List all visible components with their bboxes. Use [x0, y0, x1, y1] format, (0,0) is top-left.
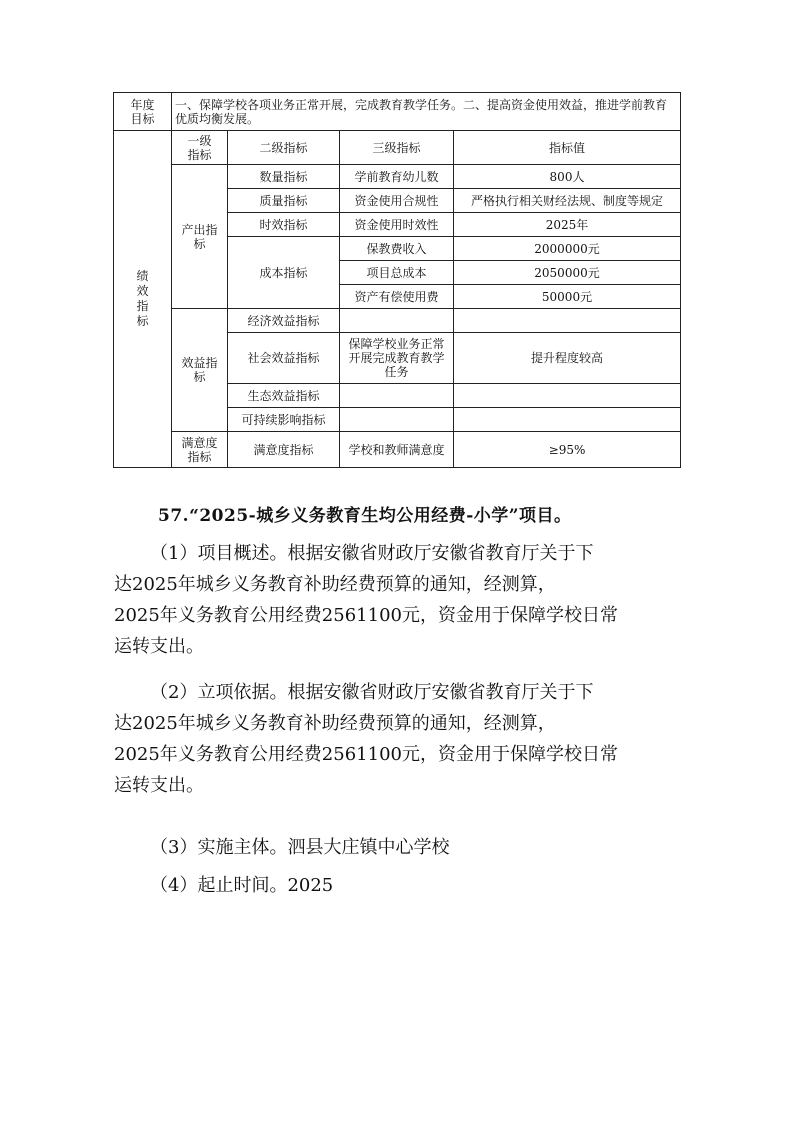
cost-level3: 保教费收入: [340, 237, 454, 261]
quantity-level3: 学前教育幼儿数: [340, 165, 454, 189]
social-level2: 社会效益指标: [228, 333, 340, 384]
header-level2: 二级指标: [228, 131, 340, 165]
ecological-value: [454, 384, 681, 408]
header-level3: 三级指标: [340, 131, 454, 165]
quality-level3: 资金使用合规性: [340, 189, 454, 213]
sustainable-level2: 可持续影响指标: [228, 408, 340, 432]
economic-level2: 经济效益指标: [228, 309, 340, 333]
goal-text: 一、保障学校各项业务正常开展，完成教育教学任务。二、提高资金使用效益，推进学前教育优质均衡发展。: [172, 93, 681, 131]
sustainable-value: [454, 408, 681, 432]
header-row: [114, 131, 681, 165]
benefit-indicator-label: 效益指 标: [172, 309, 228, 432]
table-row: [114, 432, 681, 468]
satisfaction-value: ≥95%: [454, 432, 681, 468]
paragraph-line: 运转支出。: [114, 775, 204, 796]
quantity-value: 800人: [454, 165, 681, 189]
paragraph-basis: [114, 677, 684, 801]
cost-level2: 成本指标: [228, 237, 340, 309]
perf-indicator-label: 绩 效 指 标: [114, 131, 172, 468]
paragraph-line: 运转支出。: [114, 636, 204, 657]
economic-value: [454, 309, 681, 333]
ecological-level2: 生态效益指标: [228, 384, 340, 408]
section-heading: 57.“2025-城乡义务教育生均公用经费-小学”项目。: [158, 506, 572, 526]
sustainable-level3: [340, 408, 454, 432]
satisfaction-level2: 满意度指标: [228, 432, 340, 468]
economic-level3: [340, 309, 454, 333]
output-indicator-label: 产出指 标: [172, 165, 228, 309]
paragraph-line: 达2025年城乡义务教育补助经费预算的通知，经测算，: [114, 574, 556, 595]
satisfaction-level3: 学校和教师满意度: [340, 432, 454, 468]
timeliness-level3: 资金使用时效性: [340, 213, 454, 237]
paragraph-line: 达2025年城乡义务教育补助经费预算的通知，经测算，: [114, 713, 556, 734]
paragraph-line: （2）立项依据。根据安徽省财政厅安徽省教育厅关于下: [150, 682, 594, 703]
table-row: [114, 309, 681, 333]
paragraph-line: （1）项目概述。根据安徽省财政厅安徽省教育厅关于下: [150, 543, 594, 564]
ecological-level3: [340, 384, 454, 408]
timeliness-level2: 时效指标: [228, 213, 340, 237]
cost-level3: 项目总成本: [340, 261, 454, 285]
paragraph-period: （4）起止时间。2025: [150, 875, 334, 896]
header-level1: 一级 指标: [172, 131, 228, 165]
table-row: [114, 165, 681, 189]
social-value: 提升程度较高: [454, 333, 681, 384]
timeliness-value: 2025年: [454, 213, 681, 237]
cost-value: 50000元: [454, 285, 681, 309]
quantity-level2: 数量指标: [228, 165, 340, 189]
cost-value: 2050000元: [454, 261, 681, 285]
paragraph-entity: （3）实施主体。泗县大庄镇中心学校: [150, 837, 450, 858]
goal-label: 年度 目标: [114, 93, 172, 131]
satisfaction-indicator-label: 满意度 指标: [172, 432, 228, 468]
goal-row: [114, 93, 681, 131]
performance-table: [113, 92, 681, 468]
paragraph-line: 2025年义务教育公用经费2561100元，资金用于保障学校日常: [114, 744, 618, 765]
social-level3: 保障学校业务正常 开展完成教育教学 任务: [340, 333, 454, 384]
header-value: 指标值: [454, 131, 681, 165]
paragraph-overview: [114, 538, 684, 662]
paragraph-line: 2025年义务教育公用经费2561100元，资金用于保障学校日常: [114, 605, 618, 626]
cost-value: 2000000元: [454, 237, 681, 261]
quality-level2: 质量指标: [228, 189, 340, 213]
quality-value: 严格执行相关财经法规、制度等规定: [454, 189, 681, 213]
cost-level3: 资产有偿使用费: [340, 285, 454, 309]
